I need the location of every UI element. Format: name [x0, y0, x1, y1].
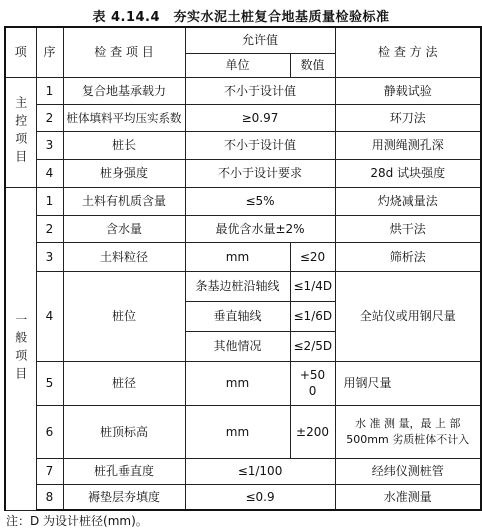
row-seq: 3 [36, 242, 63, 271]
table-row [5, 458, 481, 484]
row-sub-value: ≤1/6D [290, 301, 335, 331]
table-row [5, 159, 481, 187]
row-unit: mm [185, 405, 290, 458]
row-method: 用测绳测孔深 [335, 131, 481, 159]
quality-standard-table [4, 26, 482, 511]
table-row [5, 405, 481, 458]
header-category: 项 [5, 27, 36, 77]
row-sub-label: 条基边桩沿轴线 [185, 271, 290, 301]
table-row [5, 104, 481, 131]
row-allowed: ≤5% [185, 187, 335, 215]
row-seq: 3 [36, 131, 63, 159]
row-method: 用钢尺量 [335, 361, 481, 405]
row-method: 烘干法 [335, 215, 481, 242]
table-row [5, 242, 481, 271]
row-method: 水准测量 [335, 484, 481, 510]
header-method: 检 查 方 法 [335, 27, 481, 77]
category-main [5, 77, 36, 187]
row-seq: 4 [36, 159, 63, 187]
row-value-line2: 0 [308, 384, 317, 398]
row-seq: 6 [36, 405, 63, 458]
row-item: 桩孔垂直度 [63, 458, 185, 484]
row-seq: 1 [36, 187, 63, 215]
row-allowed: 不小于设计要求 [185, 159, 335, 187]
row-seq: 8 [36, 484, 63, 510]
row-seq: 2 [36, 215, 63, 242]
row-seq: 1 [36, 77, 63, 104]
row-sub-label: 垂直轴线 [185, 301, 290, 331]
row-item: 土料粒径 [63, 242, 185, 271]
row-value: ±200 [290, 405, 335, 458]
table-row [5, 215, 481, 242]
table-row [5, 271, 481, 301]
row-seq: 7 [36, 458, 63, 484]
table-title: 表 4.14.4 夯实水泥土桩复合地基质量检验标准 [92, 10, 390, 25]
row-sub-value: ≤2/5D [290, 331, 335, 361]
row-unit: mm [185, 361, 290, 405]
category-general [5, 187, 36, 510]
row-method: 静载试验 [335, 77, 481, 104]
row-allowed: ≤1/100 [185, 458, 335, 484]
row-allowed: ≥0.97 [185, 104, 335, 131]
row-seq: 4 [36, 271, 63, 361]
row-method: 筛析法 [335, 242, 481, 271]
header-seq: 序 [36, 27, 63, 77]
footnote: 注：D 为设计桩径(mm)。 [6, 514, 148, 528]
row-method [335, 405, 481, 458]
row-unit: mm [185, 242, 290, 271]
category-main-label: 主控项目 [13, 96, 28, 168]
row-allowed: 不小于设计值 [185, 131, 335, 159]
row-method: 环刀法 [335, 104, 481, 131]
row-method: 全站仪或用钢尺量 [335, 271, 481, 361]
row-item: 桩径 [63, 361, 185, 405]
row-item: 复合地基承载力 [63, 77, 185, 104]
row-value-line1: +50 [299, 368, 326, 382]
row-method: 28d 试块强度 [335, 159, 481, 187]
row-item: 桩长 [63, 131, 185, 159]
row-allowed: 不小于设计值 [185, 77, 335, 104]
category-general-label: 一般项目 [13, 312, 28, 385]
row-item: 含水量 [63, 215, 185, 242]
table-row [5, 77, 481, 104]
table-row [5, 484, 481, 510]
header-value: 数值 [290, 53, 335, 77]
row-method-line2: 500mm 劣质桩体不计入 [346, 432, 470, 446]
table-row [5, 131, 481, 159]
row-item: 土料有机质含量 [63, 187, 185, 215]
row-method: 经纬仪测桩管 [335, 458, 481, 484]
row-value [290, 361, 335, 405]
row-item: 桩身强度 [63, 159, 185, 187]
row-item: 桩体填料平均压实系数 [63, 104, 185, 131]
row-seq: 2 [36, 104, 63, 131]
row-allowed: 最优含水量±2% [185, 215, 335, 242]
row-seq: 5 [36, 361, 63, 405]
row-method: 灼烧减量法 [335, 187, 481, 215]
row-method-line1: 水 准 测 量，最 上 部 [355, 416, 461, 430]
row-item: 褥垫层夯填度 [63, 484, 185, 510]
row-sub-label: 其他情况 [185, 331, 290, 361]
table-row [5, 361, 481, 405]
row-item: 桩顶标高 [63, 405, 185, 458]
header-allowed: 允许值 [185, 27, 335, 53]
header-item: 检 查 项 目 [63, 27, 185, 77]
row-allowed: ≤0.9 [185, 484, 335, 510]
header-unit: 单位 [185, 53, 290, 77]
row-value: ≤20 [290, 242, 335, 271]
row-sub-value: ≤1/4D [290, 271, 335, 301]
table-row [5, 187, 481, 215]
row-item: 桩位 [63, 271, 185, 361]
